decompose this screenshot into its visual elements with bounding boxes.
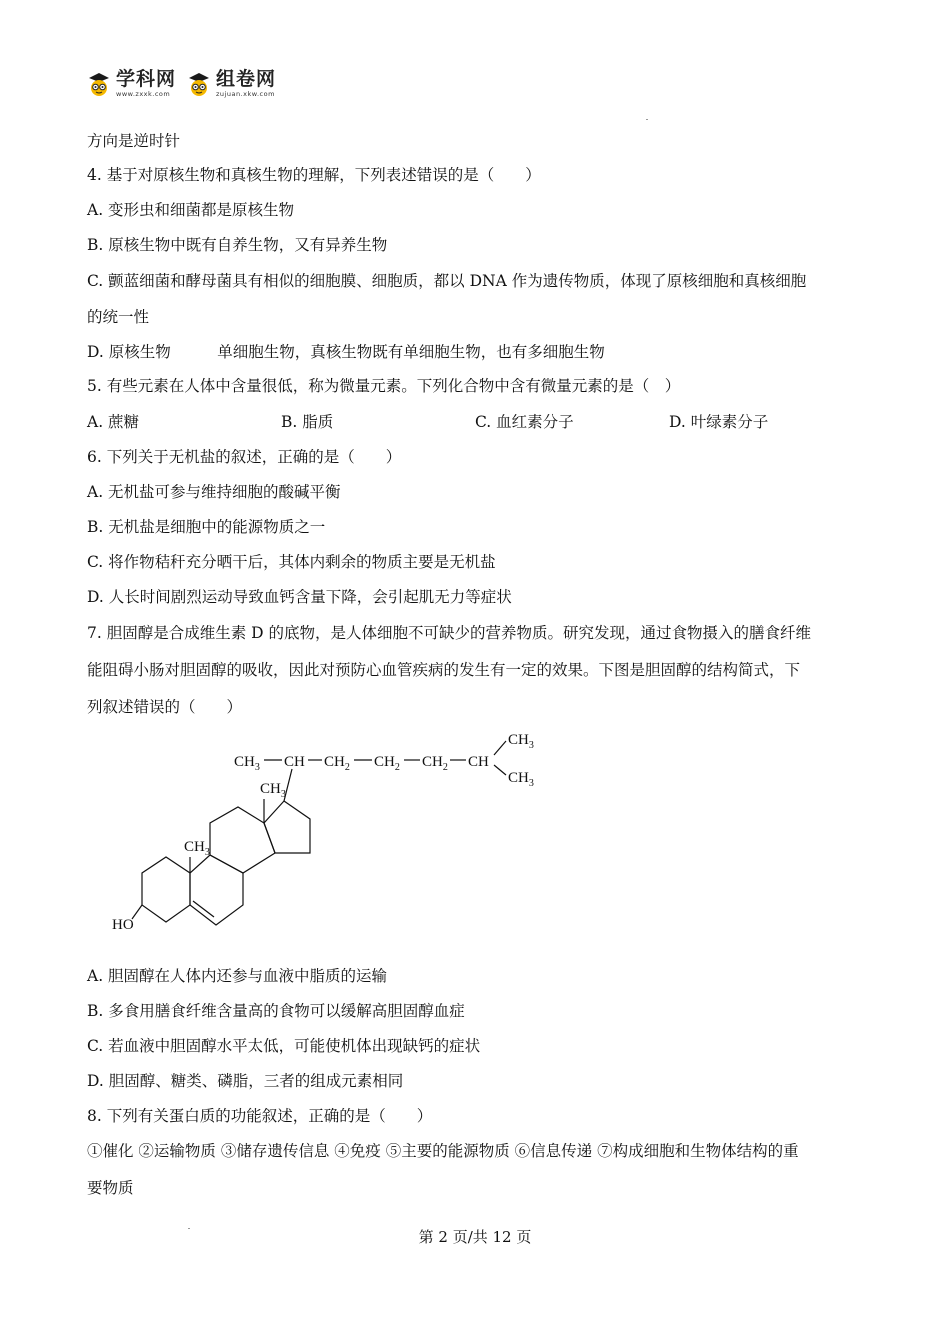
q5-option-d: D. 叶绿素分子 xyxy=(669,413,769,431)
q4-option-c-cont: 的统一性 xyxy=(87,308,150,326)
q6-option-a: A. 无机盐可参与维持细胞的酸碱平衡 xyxy=(87,483,341,501)
mascot-icon xyxy=(186,71,212,97)
question-8-stem: 8. 下列有关蛋白质的功能叙述，正确的是（ ） xyxy=(87,1107,433,1125)
sidechain-ch3-bottom: $CH_3$ xyxy=(508,770,534,789)
header-logos xyxy=(86,70,276,98)
cholesterol-structure xyxy=(100,725,560,945)
page-footer: 第 2 页/共 12 页 xyxy=(418,1228,532,1246)
q4-option-b: B. 原核生物中既有自养生物，又有异养生物 xyxy=(87,236,388,254)
q4-option-a: A. 变形虫和细菌都是原核生物 xyxy=(87,201,295,219)
q6-option-b: B. 无机盐是细胞中的能源物质之一 xyxy=(87,518,326,536)
sidechain-ch2-1: $CH_2$ xyxy=(324,754,350,773)
logo-xueke-url: www.zxxk.com xyxy=(116,90,171,98)
sidechain-ch2-3: $CH_2$ xyxy=(422,754,448,773)
question-5-stem: 5. 有些元素在人体中含量很低，称为微量元素。下列化合物中含有微量元素的是（ ） xyxy=(87,377,681,395)
q7-option-d: D. 胆固醇、糖类、磷脂，三者的组成元素相同 xyxy=(87,1072,404,1090)
q7-option-c: C. 若血液中胆固醇水平太低，可能使机体出现缺钙的症状 xyxy=(87,1037,481,1055)
q6-option-d: D. 人长时间剧烈运动导致血钙含量下降，会引起肌无力等症状 xyxy=(87,588,512,606)
hydroxyl-label: HO xyxy=(112,917,134,933)
logo-xueke xyxy=(86,70,176,98)
q5-option-c: C. 血红素分子 xyxy=(475,413,574,431)
q4-option-d: D. 原核生物 单细胞生物，真核生物既有单细胞生物，也有多细胞生物 xyxy=(87,343,605,361)
q8-items-cont: 要物质 xyxy=(87,1179,134,1197)
q6-option-c: C. 将作物秸秆充分晒干后，其体内剩余的物质主要是无机盐 xyxy=(87,553,496,571)
logo-zujuan-url: zujuan.xkw.com xyxy=(216,90,275,98)
stray-dot xyxy=(646,119,648,120)
text-line: 方向是逆时针 xyxy=(87,132,181,150)
mascot-icon xyxy=(86,71,112,97)
q8-items: ①催化 ②运输物质 ③储存遗传信息 ④免疫 ⑤主要的能源物质 ⑥信息传递 ⑦构成细胞和生物体结构的重 xyxy=(87,1142,799,1160)
sidechain-ch2-2: $CH_2$ xyxy=(374,754,400,773)
q7-option-b: B. 多食用膳食纤维含量高的食物可以缓解高胆固醇血症 xyxy=(87,1002,465,1020)
logo-xueke-name: 学科网 xyxy=(116,68,177,90)
question-4-stem: 4. 基于对原核生物和真核生物的理解，下列表述错误的是（ ） xyxy=(87,166,541,184)
question-6-stem: 6. 下列关于无机盐的叙述，正确的是（ ） xyxy=(87,448,402,466)
q4-option-c: C. 颤蓝细菌和酵母菌具有相似的细胞膜、细胞质，都以 DNA 作为遗传物质，体现了原核细胞和真核细胞 xyxy=(87,272,807,290)
q5-option-b: B. 脂质 xyxy=(281,413,334,431)
sidechain-ch3-top: $CH_3$ xyxy=(508,732,534,751)
question-7-stem-end: 列叙述错误的（ ） xyxy=(87,698,243,716)
sidechain-ch: CH xyxy=(284,754,305,770)
q7-option-a: A. 胆固醇在人体内还参与血液中脂质的运输 xyxy=(87,967,388,985)
logo-zujuan xyxy=(186,70,276,98)
logo-zujuan-name: 组卷网 xyxy=(216,68,277,90)
question-7-stem-cont: 能阻碍小肠对胆固醇的吸收，因此对预防心血管疾病的发生有一定的效果。下图是胆固醇的结构简式，下 xyxy=(87,661,801,679)
sidechain-ch3-left: $CH_3$ xyxy=(234,754,260,773)
q5-option-a: A. 蔗糖 xyxy=(87,413,140,431)
methyl-c19: $CH_3$ xyxy=(184,839,210,858)
sidechain-ch-branch: CH xyxy=(468,754,489,770)
methyl-c18: $CH_3$ xyxy=(260,781,286,800)
question-7-stem: 7. 胆固醇是合成维生素 D 的底物，是人体细胞不可缺少的营养物质。研究发现，通过食物摄入的膳食纤维 xyxy=(87,624,812,642)
